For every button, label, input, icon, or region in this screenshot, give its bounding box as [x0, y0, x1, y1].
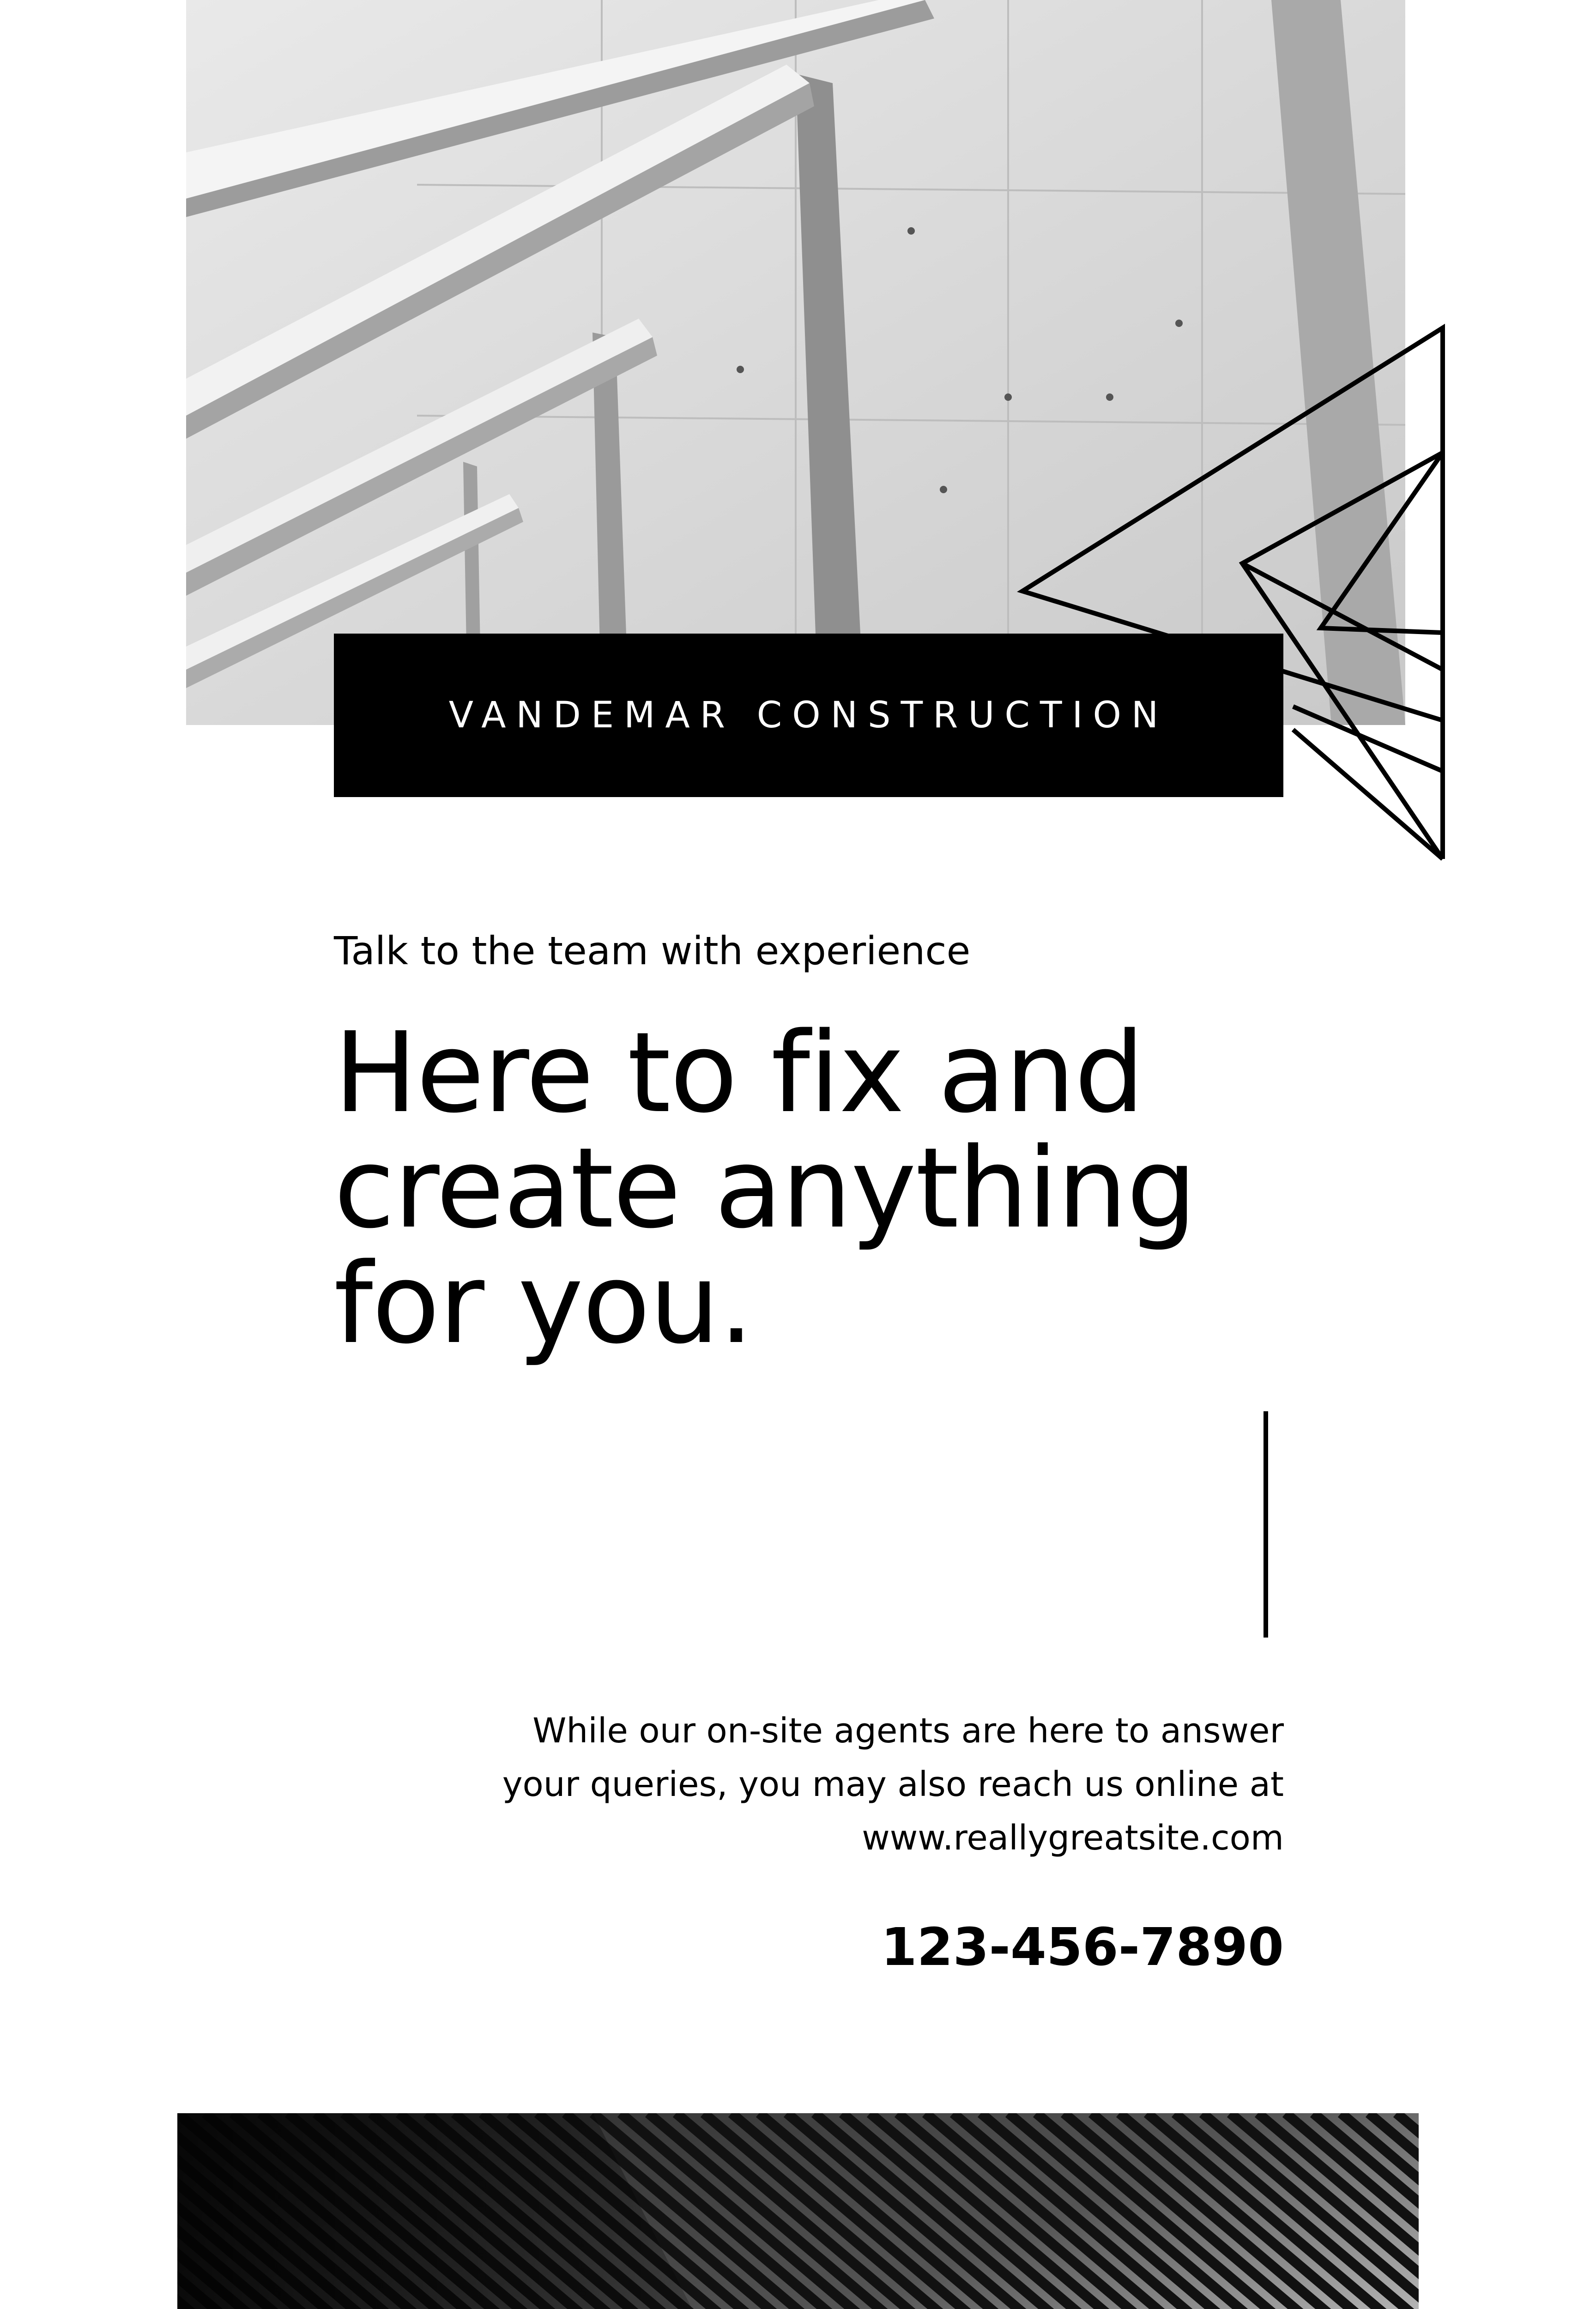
contact-line-2: your queries, you may also reach us online at [502, 1765, 1284, 1804]
headline-line-2: create anything [334, 1124, 1196, 1253]
tagline: Talk to the team with experience [334, 928, 971, 973]
headline-line-1: Here to fix and [334, 1008, 1144, 1137]
headline [334, 1008, 1350, 1368]
headline-line-3: for you. [334, 1239, 753, 1368]
phone-number[interactable]: 123-456-7890 [881, 1917, 1284, 1977]
brand-name: VANDEMAR CONSTRUCTION [448, 695, 1169, 736]
vertical-divider [1264, 1411, 1268, 1638]
bottom-metal-photo [177, 2113, 1419, 2309]
website-link[interactable]: www.reallygreatsite.com [862, 1818, 1284, 1858]
contact-line-1: While our on-site agents are here to answer [532, 1711, 1284, 1751]
brand-banner [334, 634, 1283, 797]
contact-info [416, 1704, 1284, 1865]
